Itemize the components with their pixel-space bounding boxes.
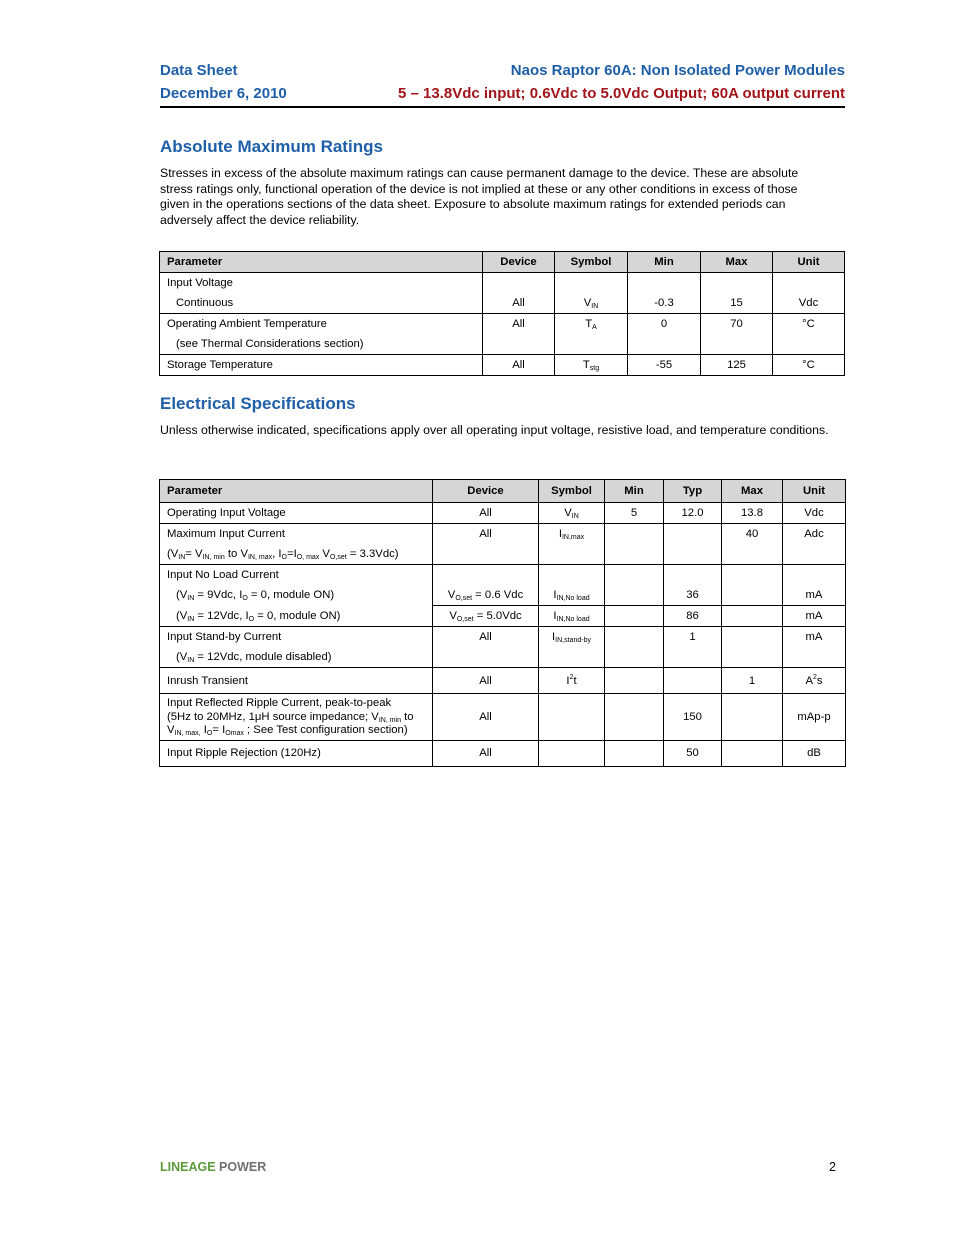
symbol-value: $T_A$ bbox=[585, 318, 597, 331]
param-condition: (5Hz to 20MHz, 1μH source impedance; $V_{IN, min}$ to bbox=[167, 710, 414, 724]
max-value: 1 bbox=[748, 674, 756, 687]
max-value: 40 bbox=[745, 528, 759, 540]
footer-brand-lineage: LINEAGE bbox=[160, 1160, 216, 1174]
table-row bbox=[160, 740, 846, 766]
unit-value: Vdc bbox=[804, 507, 824, 519]
param-name: Input Stand-by Current bbox=[167, 631, 282, 643]
unit-value: °C bbox=[802, 318, 815, 330]
elec-col-parameter: Parameter bbox=[160, 480, 433, 503]
table-row bbox=[160, 503, 846, 524]
product-subtitle: 5 – 13.8Vdc input; 0.6Vdc to 5.0Vdc Output; 60A output current bbox=[397, 85, 845, 102]
elec-heading: Electrical Specifications bbox=[160, 394, 356, 413]
amr-paragraph: Stresses in excess of the absolute maximum ratings can cause permanent damage to the device. These are absolute stress ratings only, functional operation of the device is not implied at these or any other conditions in excess of those given in the operations sections of the data sheet. Exposure to absolute maximum ratings for extended periods can adversely affect the device reliability. bbox=[160, 166, 799, 227]
typ-value: 36 bbox=[686, 589, 699, 601]
typ-value: 50 bbox=[686, 747, 699, 759]
header-divider bbox=[160, 106, 845, 108]
elec-paragraph: Unless otherwise indicated, specifications apply over all operating input voltage, resistive load, and temperature conditions. bbox=[160, 423, 829, 437]
device-value: All bbox=[512, 318, 525, 330]
device-value: All bbox=[479, 507, 492, 519]
max-value: 70 bbox=[730, 318, 743, 330]
footer-brand-power: POWER bbox=[219, 1160, 267, 1174]
symbol-value: $T_{stg}$ bbox=[582, 359, 600, 372]
elec-col-device: Device bbox=[433, 480, 539, 503]
param-name: Storage Temperature bbox=[167, 359, 273, 371]
table-row bbox=[160, 355, 845, 376]
param-condition: ($V_{IN} = 12Vdc$, module disabled) bbox=[176, 651, 332, 664]
elec-header-row bbox=[160, 480, 846, 503]
table-row bbox=[160, 606, 846, 627]
min-value: -55 bbox=[655, 359, 673, 371]
doc-date: December 6, 2010 bbox=[160, 85, 287, 102]
table-row bbox=[160, 694, 846, 741]
product-title: Naos Raptor 60A: Non Isolated Power Modules bbox=[510, 62, 845, 79]
table-row bbox=[160, 565, 846, 606]
param-condition: Continuous bbox=[176, 297, 234, 309]
device-value: All bbox=[479, 674, 492, 687]
max-value: 15 bbox=[730, 297, 743, 309]
unit-value: $A^2s$ bbox=[783, 668, 846, 694]
elec-col-typ: Typ bbox=[664, 480, 722, 503]
unit-value: Adc bbox=[804, 528, 824, 540]
table-row bbox=[160, 668, 846, 694]
min-value: -0.3 bbox=[654, 297, 674, 309]
min-value: 5 bbox=[630, 507, 638, 519]
unit-value: dB bbox=[807, 747, 821, 759]
amr-table bbox=[159, 251, 845, 376]
symbol-value: $I^2t$ bbox=[539, 668, 605, 694]
doc-type: Data Sheet bbox=[160, 62, 238, 79]
amr-header-row bbox=[160, 252, 845, 273]
elec-col-max: Max bbox=[722, 480, 783, 503]
device-value: All bbox=[512, 297, 525, 309]
page-number: 2 bbox=[829, 1160, 836, 1174]
symbol-value: $V_{IN}$ bbox=[564, 507, 579, 520]
typ-value: 12.0 bbox=[681, 507, 704, 519]
unit-value: mA bbox=[805, 610, 823, 622]
device-value: All bbox=[479, 747, 492, 759]
min-value: 0 bbox=[660, 318, 668, 330]
unit-value: mAp-p bbox=[797, 710, 831, 723]
max-value: 125 bbox=[727, 359, 746, 371]
amr-col-min: Min bbox=[628, 252, 701, 273]
elec-table bbox=[159, 479, 846, 767]
unit-value: °C bbox=[802, 359, 815, 371]
param-name: Input Ripple Rejection (120Hz) bbox=[167, 747, 321, 759]
table-row bbox=[160, 627, 846, 668]
amr-col-symbol: Symbol bbox=[555, 252, 628, 273]
symbol-value: $I_{IN,stand-by}$ bbox=[552, 631, 591, 644]
elec-col-unit: Unit bbox=[783, 480, 846, 503]
param-condition: $V_{IN, max,}$ $I_O= I_{Omax}$ ; See Test configuration section) bbox=[167, 724, 408, 737]
device-value: All bbox=[479, 528, 492, 540]
param-name: Operating Input Voltage bbox=[167, 507, 286, 519]
param-name: Maximum Input Current bbox=[167, 528, 286, 540]
symbol-value: $I_{IN,No load}$ bbox=[553, 589, 590, 602]
table-row bbox=[160, 524, 846, 565]
param-name: Input Reflected Ripple Current, peak-to-peak bbox=[167, 697, 392, 709]
elec-col-min: Min bbox=[605, 480, 664, 503]
elec-col-symbol: Symbol bbox=[539, 480, 605, 503]
param-condition: ($V_{IN} = 9Vdc$, $I_O = 0$, module ON) bbox=[176, 589, 335, 602]
device-value: $V_{O,set} = 5.0Vdc$ bbox=[449, 610, 522, 623]
device-value: All bbox=[479, 710, 492, 723]
symbol-value: $V_{IN}$ bbox=[583, 297, 599, 310]
symbol-value: $I_{IN,max}$ bbox=[558, 528, 585, 541]
unit-value: Vdc bbox=[798, 297, 819, 309]
param-name: Inrush Transient bbox=[167, 674, 249, 687]
table-row bbox=[160, 314, 845, 355]
param-name: Operating Ambient Temperature bbox=[167, 318, 327, 330]
param-name: Input Voltage bbox=[167, 277, 233, 289]
typ-value: 86 bbox=[686, 610, 699, 622]
device-value: $V_{O,set} = 0.6$ Vdc bbox=[447, 589, 524, 602]
unit-value: mA bbox=[805, 589, 823, 601]
typ-value: 1 bbox=[689, 631, 696, 643]
amr-col-device: Device bbox=[483, 252, 555, 273]
amr-col-unit: Unit bbox=[773, 252, 845, 273]
max-value: 13.8 bbox=[741, 507, 763, 519]
amr-col-max: Max bbox=[701, 252, 773, 273]
param-name: Input No Load Current bbox=[167, 569, 279, 581]
amr-col-parameter: Parameter bbox=[160, 252, 483, 273]
amr-heading: Absolute Maximum Ratings bbox=[160, 137, 383, 156]
table-row bbox=[160, 273, 845, 314]
param-condition: ($V_{IN} = 12Vdc$, $I_O = 0$, module ON) bbox=[176, 609, 341, 623]
param-condition: ($V_{IN}= V_{IN, min}$ to $V_{IN, max}$, $I_O=I_{O, max}$ $V_{O,set} = 3.3Vdc$) bbox=[167, 548, 399, 561]
device-value: All bbox=[512, 359, 525, 371]
device-value: All bbox=[479, 631, 492, 643]
unit-value: mA bbox=[805, 631, 823, 643]
footer-brand bbox=[160, 1160, 266, 1174]
symbol-value: $I_{IN,No load}$ bbox=[553, 610, 590, 623]
param-condition: (see Thermal Considerations section) bbox=[176, 338, 364, 350]
typ-value: 150 bbox=[683, 710, 702, 723]
